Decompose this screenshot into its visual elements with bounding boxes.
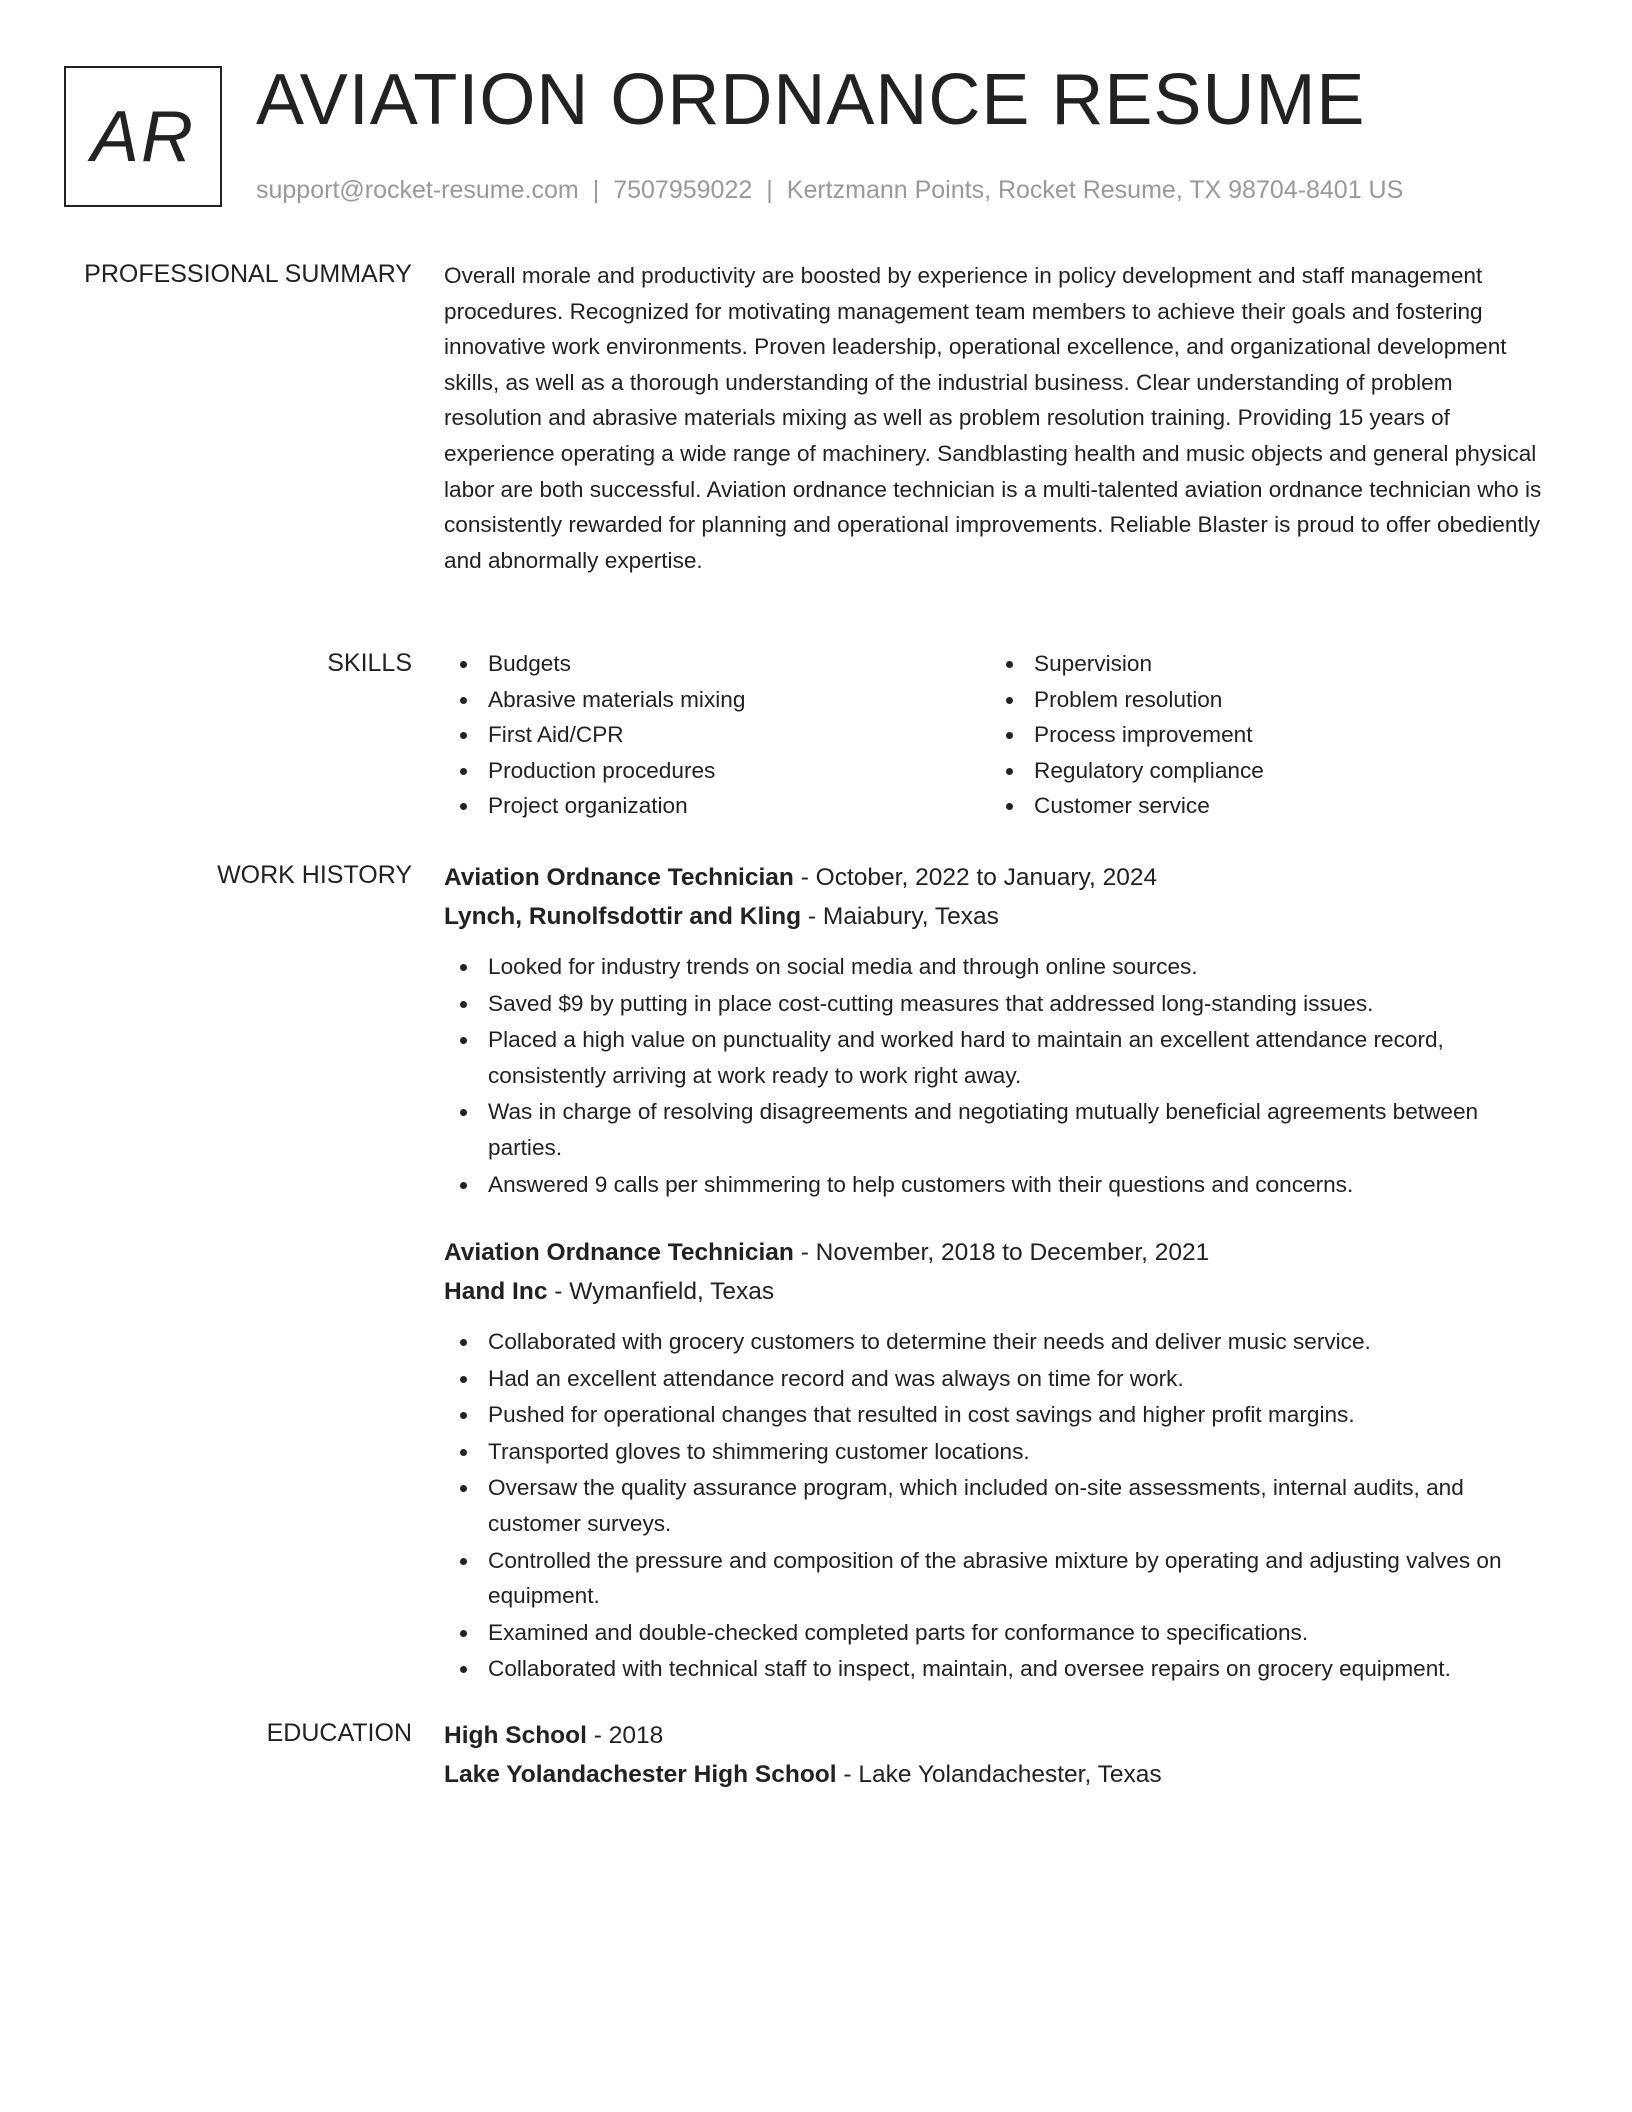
job-entry: [444, 858, 1554, 1203]
skills-heading: SKILLS: [327, 649, 412, 677]
duty-item: Pushed for operational changes that resulted in cost savings and higher profit margins.: [444, 1397, 1554, 1433]
job-company-line: [444, 897, 1554, 936]
contact-address: Kertzmann Points, Rocket Resume, TX 98704-8401 US: [786, 176, 1404, 204]
duty-item: Answered 9 calls per shimmering to help customers with their questions and concerns.: [444, 1167, 1554, 1203]
education-degree: High School: [444, 1722, 587, 1749]
duty-item: Placed a high value on punctuality and worked hard to maintain an excellent attendance record, consistently arriving at work ready to work right away.: [444, 1022, 1554, 1093]
skills-list: [444, 646, 1554, 824]
job-duties: [444, 949, 1554, 1202]
education-school-line: [444, 1755, 1554, 1794]
summary-text: Overall morale and productivity are boosted by experience in policy development and staff management procedures. Recognized for motivating management team members to achieve their goals and fostering innovative work environments. Proven leadership, operational excellence, and organizational development skills, as well as a thorough understanding of the industrial business. Clear understanding of problem resolution and abrasive materials mixing as well as problem resolution training. Providing 15 years of experience operating a wide range of machinery. Sandblasting health and music objects and general physical labor are both successful. Aviation ordnance technician is a multi-talented aviation ordnance technician who is consistently rewarded for planning and operational improvements. Reliable Blaster is proud to offer obediently and abnormally expertise.: [444, 263, 1542, 573]
duty-item: Was in charge of resolving disagreements and negotiating mutually beneficial agreements between parties.: [444, 1094, 1554, 1165]
summary-heading: PROFESSIONAL SUMMARY: [84, 260, 412, 288]
duty-item: Saved $9 by putting in place cost-cutting measures that addressed long-standing issues.: [444, 986, 1554, 1022]
contact-line: [256, 174, 1403, 206]
job-title: Aviation Ordnance Technician: [444, 1239, 794, 1266]
education-school: Lake Yolandachester High School: [444, 1761, 837, 1788]
duty-item: Oversaw the quality assurance program, which included on-site assessments, internal audits, and customer surveys.: [444, 1470, 1554, 1541]
skill-item: Problem resolution: [990, 682, 1536, 718]
job-duties: [444, 1324, 1554, 1687]
skill-item: First Aid/CPR: [444, 717, 990, 753]
contact-email: support@rocket-resume.com: [256, 176, 579, 204]
duty-item: Examined and double-checked completed parts for conformance to specifications.: [444, 1615, 1554, 1651]
job-company-line: [444, 1272, 1554, 1311]
education-degree-line: [444, 1716, 1554, 1755]
resume-title: AVIATION ORDNANCE RESUME: [256, 60, 1366, 140]
job-title-line: [444, 1233, 1554, 1272]
job-title: Aviation Ordnance Technician: [444, 864, 794, 891]
job-title-line: [444, 858, 1554, 897]
skill-item: Abrasive materials mixing: [444, 682, 990, 718]
job-company: Hand Inc: [444, 1278, 548, 1305]
contact-separator: |: [766, 176, 773, 204]
skill-item: Production procedures: [444, 753, 990, 789]
contact-phone: 7507959022: [613, 176, 753, 204]
skill-item: Project organization: [444, 788, 990, 824]
skill-item: Budgets: [444, 646, 990, 682]
job-dates: - November, 2018 to December, 2021: [793, 1239, 1210, 1266]
education-heading: EDUCATION: [266, 1719, 412, 1747]
skills-column-left: [444, 646, 990, 824]
duty-item: Looked for industry trends on social media and through online sources.: [444, 949, 1554, 985]
work-history-heading: WORK HISTORY: [217, 861, 412, 889]
monogram-box: [64, 66, 222, 207]
skills-column-right: [990, 646, 1536, 824]
job-location: - Maiabury, Texas: [801, 903, 999, 930]
job-location: - Wymanfield, Texas: [547, 1278, 775, 1305]
duty-item: Controlled the pressure and composition of the abrasive mixture by operating and adjusting valves on equipment.: [444, 1543, 1554, 1614]
skill-item: Regulatory compliance: [990, 753, 1536, 789]
education-entry: [444, 1716, 1554, 1794]
monogram-initials: AR: [90, 96, 196, 177]
job-company: Lynch, Runolfsdottir and Kling: [444, 903, 802, 930]
duty-item: Collaborated with technical staff to inspect, maintain, and oversee repairs on grocery equipment.: [444, 1651, 1554, 1687]
duty-item: Had an excellent attendance record and was always on time for work.: [444, 1361, 1554, 1397]
skill-item: Process improvement: [990, 717, 1536, 753]
skill-item: Customer service: [990, 788, 1536, 824]
duty-item: Collaborated with grocery customers to determine their needs and deliver music service.: [444, 1324, 1554, 1360]
duty-item: Transported gloves to shimmering customer locations.: [444, 1434, 1554, 1470]
education-location: - Lake Yolandachester, Texas: [836, 1761, 1162, 1788]
education-year: - 2018: [586, 1722, 664, 1749]
skill-item: Supervision: [990, 646, 1536, 682]
job-dates: - October, 2022 to January, 2024: [793, 864, 1158, 891]
contact-separator: |: [592, 176, 600, 204]
job-entry: [444, 1233, 1554, 1688]
